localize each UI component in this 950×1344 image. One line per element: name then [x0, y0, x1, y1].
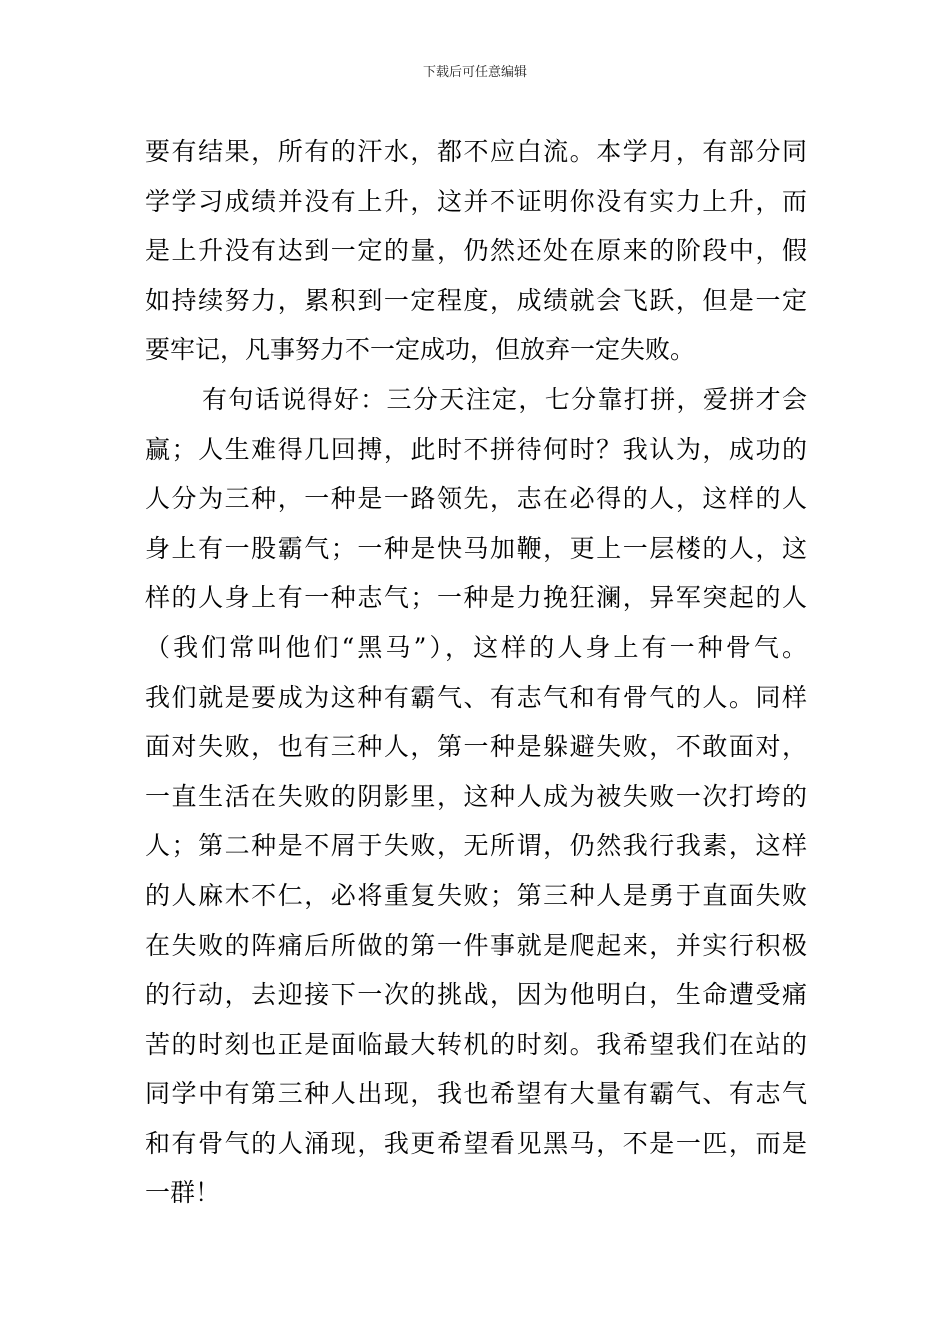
text-line: 一群！: [145, 1178, 221, 1208]
text-line: 如持续努力，累积到一定程度，成绩就会飞跃，但是一定: [145, 285, 807, 315]
text-line: 是上升没有达到一定的量，仍然还处在原来的阶段中，假: [145, 236, 807, 266]
text-line: 一直生活在失败的阴影里，这种人成为被失败一次打垮的: [145, 781, 807, 811]
text-line: 面对失败，也有三种人，第一种是躲避失败，不敢面对，: [145, 732, 807, 762]
text-line: 人分为三种，一种是一路领先，志在必得的人，这样的人: [145, 484, 807, 514]
text-line: 的人麻木不仁，必将重复失败；第三种人是勇于直面失败: [145, 880, 807, 910]
text-line: 学学习成绩并没有上升，这并不证明你没有实力上升，而: [145, 186, 807, 216]
text-line: 有句话说得好：三分天注定，七分靠打拼，爱拼才会: [202, 384, 807, 414]
text-line: 身上有一股霸气；一种是快马加鞭，更上一层楼的人，这: [145, 533, 807, 563]
text-line: 的行动，去迎接下一次的挑战，因为他明白，生命遭受痛: [145, 980, 807, 1010]
body-text: [145, 127, 807, 1218]
text-line: 赢；人生难得几回搏，此时不拼待何时？我认为，成功的: [145, 434, 807, 464]
text-line: 样的人身上有一种志气；一种是力挽狂澜，异军突起的人: [145, 583, 807, 613]
text-line: 和有骨气的人涌现，我更希望看见黑马，不是一匹，而是: [145, 1128, 807, 1158]
text-line: 在失败的阵痛后所做的第一件事就是爬起来，并实行积极: [145, 930, 807, 960]
page-header: 下载后可任意编辑: [422, 65, 527, 80]
text-line: 我们就是要成为这种有霸气、有志气和有骨气的人。同样: [145, 682, 807, 712]
text-line: 人；第二种是不屑于失败，无所谓，仍然我行我素，这样: [145, 831, 807, 861]
text-line: 要有结果，所有的汗水，都不应白流。本学月，有部分同: [145, 137, 807, 166]
text-line: 苦的时刻也正是面临最大转机的时刻。我希望我们在站的: [145, 1029, 807, 1059]
text-line: 要牢记，凡事努力不一定成功，但放弃一定失败。: [145, 335, 696, 365]
text-line: 同学中有第三种人出现，我也希望有大量有霸气、有志气: [145, 1079, 807, 1109]
text-line: （我们常叫他们“黑马”），这样的人身上有一种骨气。: [145, 632, 807, 662]
